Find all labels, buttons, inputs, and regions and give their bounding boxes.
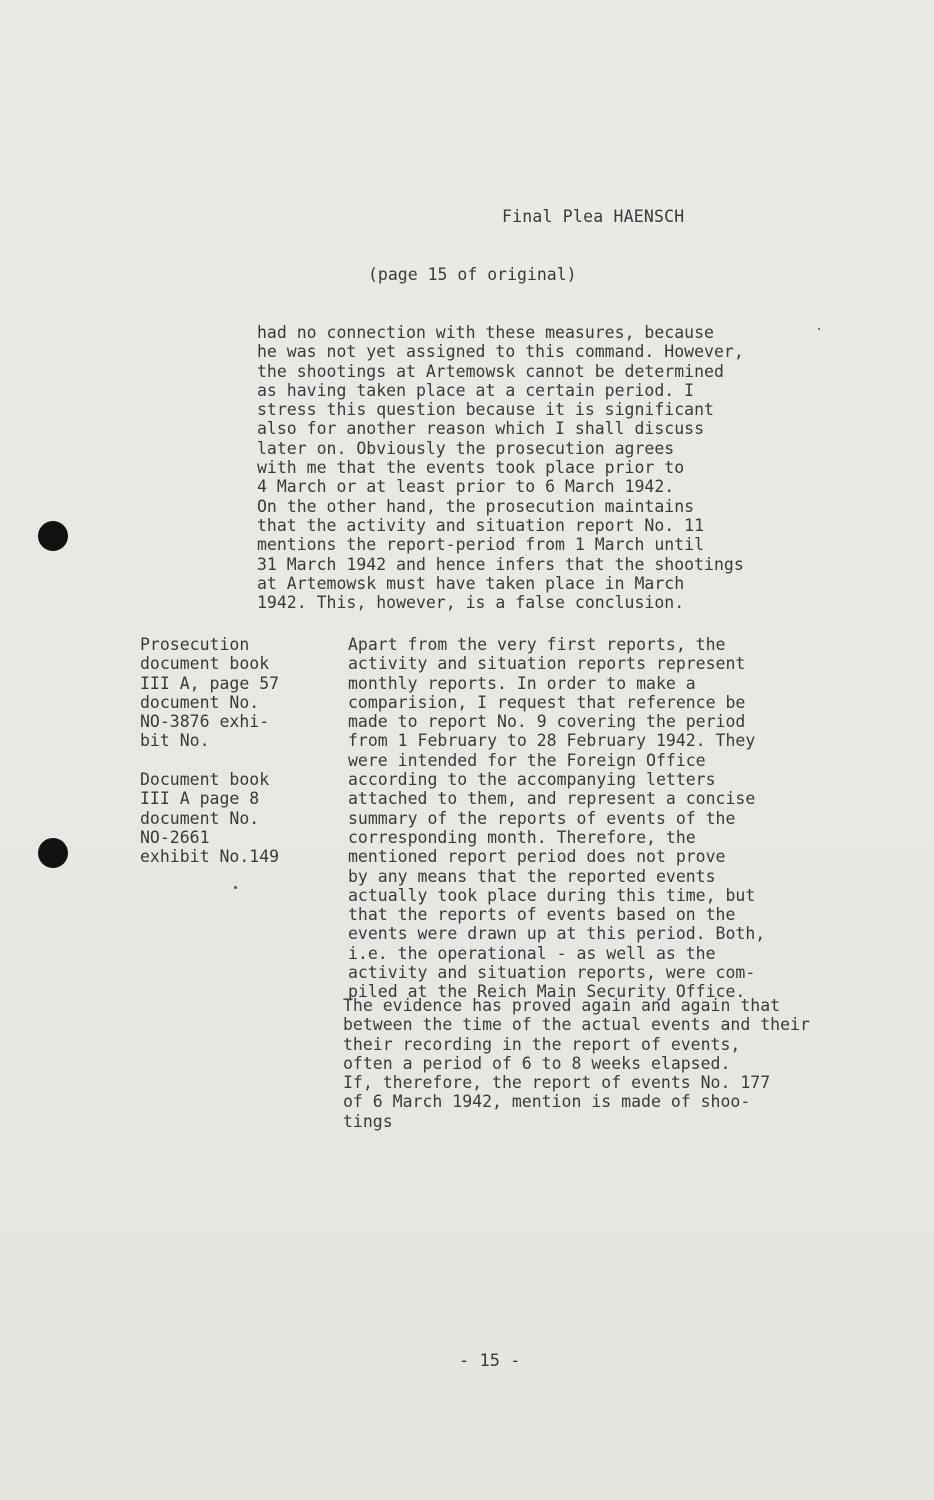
margin-line: document book	[140, 654, 270, 674]
text-line: On the other hand, the prosecution maintains	[257, 496, 695, 516]
margin-line: NO-2661	[140, 827, 210, 847]
margin-line: III A page 8	[140, 789, 260, 809]
text-line: i.e. the operational - as well as the	[348, 943, 716, 963]
text-line: were intended for the Foreign Office	[348, 750, 706, 770]
text-line: at Artemowsk must have taken place in March	[257, 573, 685, 593]
margin-line: NO-3876 exhi-	[140, 712, 270, 732]
text-line: their recording in the report of events,	[343, 1034, 741, 1054]
margin-line: Document book	[140, 770, 270, 789]
text-line: between the time of the actual events and their	[343, 1015, 810, 1035]
text-line: activity and situation reports represent	[348, 654, 746, 674]
text-line: often a period of 6 to 8 weeks elapsed.	[343, 1053, 731, 1073]
paper-speck	[818, 328, 820, 330]
paragraph-1	[257, 323, 837, 612]
paragraph-2	[348, 635, 848, 1002]
text-line: later on. Obviously the prosecution agrees	[257, 438, 675, 458]
paper-speck	[234, 886, 237, 889]
text-line: corresponding month. Therefore, the	[348, 827, 696, 847]
text-line: of 6 March 1942, mention is made of shoo-	[343, 1092, 751, 1112]
text-line: The evidence has proved again and again that	[343, 996, 781, 1015]
text-line: 4 March or at least prior to 6 March 1942.	[257, 477, 675, 497]
text-line: that the reports of events based on the	[348, 905, 736, 925]
punch-hole-lower	[38, 838, 68, 868]
text-line: from 1 February to 28 February 1942. They	[348, 731, 756, 751]
text-line: If, therefore, the report of events No. 177	[343, 1073, 771, 1093]
text-line: monthly reports. In order to make a	[348, 673, 696, 693]
text-line: stress this question because it is significant	[257, 400, 714, 420]
document-subtitle: (page 15 of original)	[368, 265, 577, 284]
text-line: as having taken place at a certain period. I	[257, 380, 695, 400]
text-line: the shootings at Artemowsk cannot be determined	[257, 361, 724, 381]
margin-note-document-book-reference	[140, 770, 330, 866]
text-line: Apart from the very first reports, the	[348, 635, 726, 654]
margin-line: bit No.	[140, 731, 210, 751]
margin-note-prosecution-reference	[140, 635, 330, 751]
text-line: 1942. This, however, is a false conclusion.	[257, 593, 685, 613]
margin-line: document No.	[140, 692, 260, 712]
margin-line: III A, page 57	[140, 673, 280, 693]
text-line: attached to them, and represent a concise	[348, 789, 756, 809]
text-line: tings	[343, 1111, 393, 1131]
margin-line: Prosecution	[140, 635, 250, 654]
text-line: mentioned report period does not prove	[348, 847, 726, 867]
text-line: 31 March 1942 and hence infers that the shootings	[257, 554, 744, 574]
text-line: actually took place during this time, but	[348, 885, 756, 905]
margin-line: exhibit No.149	[140, 847, 280, 867]
paragraph-3	[343, 996, 903, 1131]
margin-line: document No.	[140, 808, 260, 828]
text-line: by any means that the reported events	[348, 866, 716, 886]
text-line: had no connection with these measures, because	[257, 323, 714, 342]
text-line: made to report No. 9 covering the period	[348, 712, 746, 732]
text-line: mentions the report-period from 1 March until	[257, 535, 705, 555]
text-line: with me that the events took place prior to	[257, 458, 685, 478]
text-line: comparision, I request that reference be	[348, 692, 746, 712]
page-number: - 15 -	[459, 1351, 521, 1371]
text-line: according to the accompanying letters	[348, 770, 716, 790]
text-line: events were drawn up at this period. Both,	[348, 924, 766, 944]
text-line: summary of the reports of events of the	[348, 808, 736, 828]
text-line: he was not yet assigned to this command. However,	[257, 342, 744, 362]
text-line: that the activity and situation report No. 11	[257, 515, 705, 535]
text-line: activity and situation reports, were com-	[348, 963, 756, 983]
punch-hole-upper	[38, 521, 68, 551]
text-line: also for another reason which I shall discuss	[257, 419, 705, 439]
text-line: piled at the Reich Main Security Office.	[348, 982, 746, 1002]
document-title: Final Plea HAENSCH	[502, 207, 685, 226]
